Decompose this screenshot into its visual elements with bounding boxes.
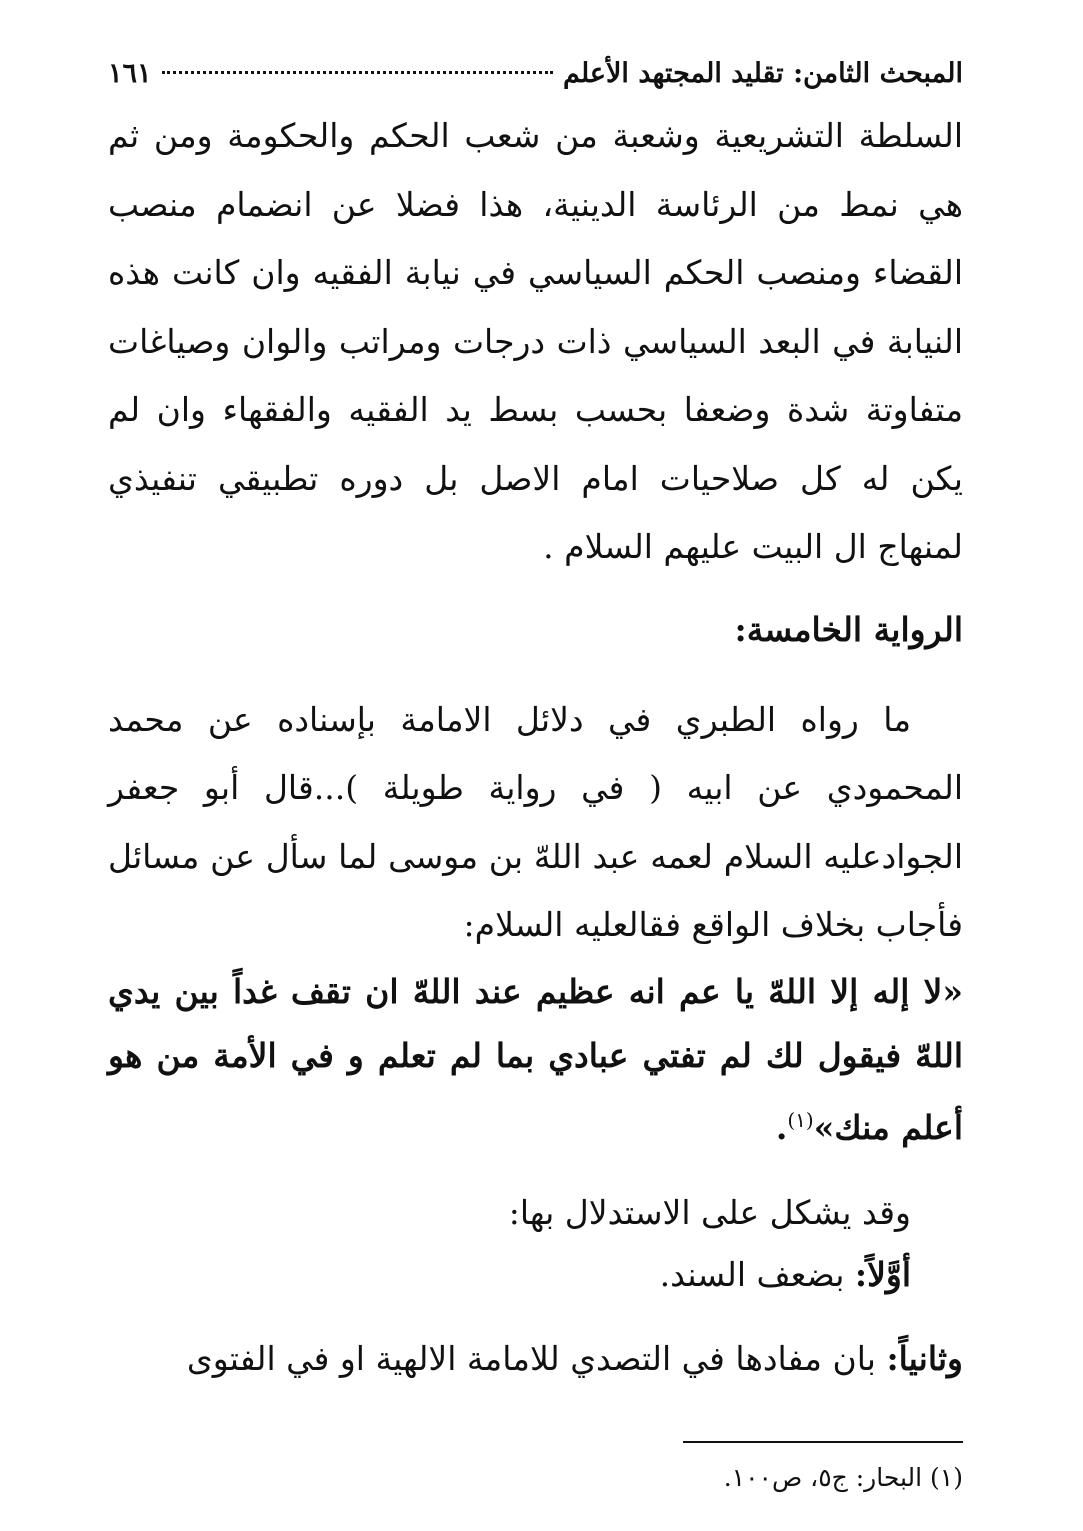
quote-end: . bbox=[775, 1107, 788, 1147]
footnote-divider bbox=[683, 1441, 963, 1443]
second-label: وثانياً: bbox=[886, 1338, 963, 1378]
objection-first bbox=[108, 1244, 963, 1306]
section-heading: الرواية الخامسة: bbox=[734, 609, 963, 649]
second-text: بان مفادها في التصدي للامامة الالهية او في الفتوى bbox=[186, 1338, 887, 1378]
paragraph-governance: السلطة التشريعية وشعبة من شعب الحكم والحكومة ومن ثم هي نمط من الرئاسة الدينية، هذا فضلا عن انضمام منصب القضاء ومنصب الحكم السياسي في نيابة الفقيه وان كانت هذه النيابة في البعد السياسي ذات درجات ومراتب والوان وصياغات متفاوتة شدة وضعفا بحسب بسط يد الفقيه والفقهاء وان لم يكن له كل صلاحيات امام الاصل بل دوره تطبيقي تنفيذي لمنهاج ال البيت عليهم السلام . bbox=[108, 116, 963, 566]
first-label: أوَّلاً: bbox=[854, 1254, 911, 1294]
book-page bbox=[108, 52, 963, 1531]
running-header bbox=[108, 52, 963, 102]
objection-second bbox=[108, 1328, 963, 1390]
quote-text: «لا إله إلا اللهّ يا عم انه عظيم عند اللهّ ان تقف غداً بين يدي اللهّ فيقول لك لم تفتي عبادي بما لم تعلم و في الأمة من هو أعلم منك» bbox=[108, 971, 963, 1147]
page-number: ١٦١ bbox=[108, 58, 152, 89]
hadith-quote bbox=[108, 960, 963, 1160]
header-title: المبحث الثامن: تقليد المجتهد الأعلم bbox=[563, 58, 963, 89]
footnote: (١) البحار: ج٥، ص١٠٠. bbox=[723, 1463, 963, 1492]
first-text: بضعف السند. bbox=[659, 1254, 855, 1294]
paragraph-narration: ما رواه الطبري في دلائل الامامة بإسناده عن محمد المحمودي عن ابيه ( في رواية طويلة )...قال أبو جعفر الجوادعليه السلام لعمه عبد اللهّ بن موسى لما سأل عن مسائل فأجاب بخلاف الواقع فقالعليه السلام: bbox=[108, 699, 963, 944]
objection-intro: وقد يشكل على الاستدلال بها: bbox=[508, 1192, 911, 1232]
footnote-reference: (١) bbox=[787, 1107, 814, 1132]
header-dot-leader bbox=[162, 71, 553, 74]
